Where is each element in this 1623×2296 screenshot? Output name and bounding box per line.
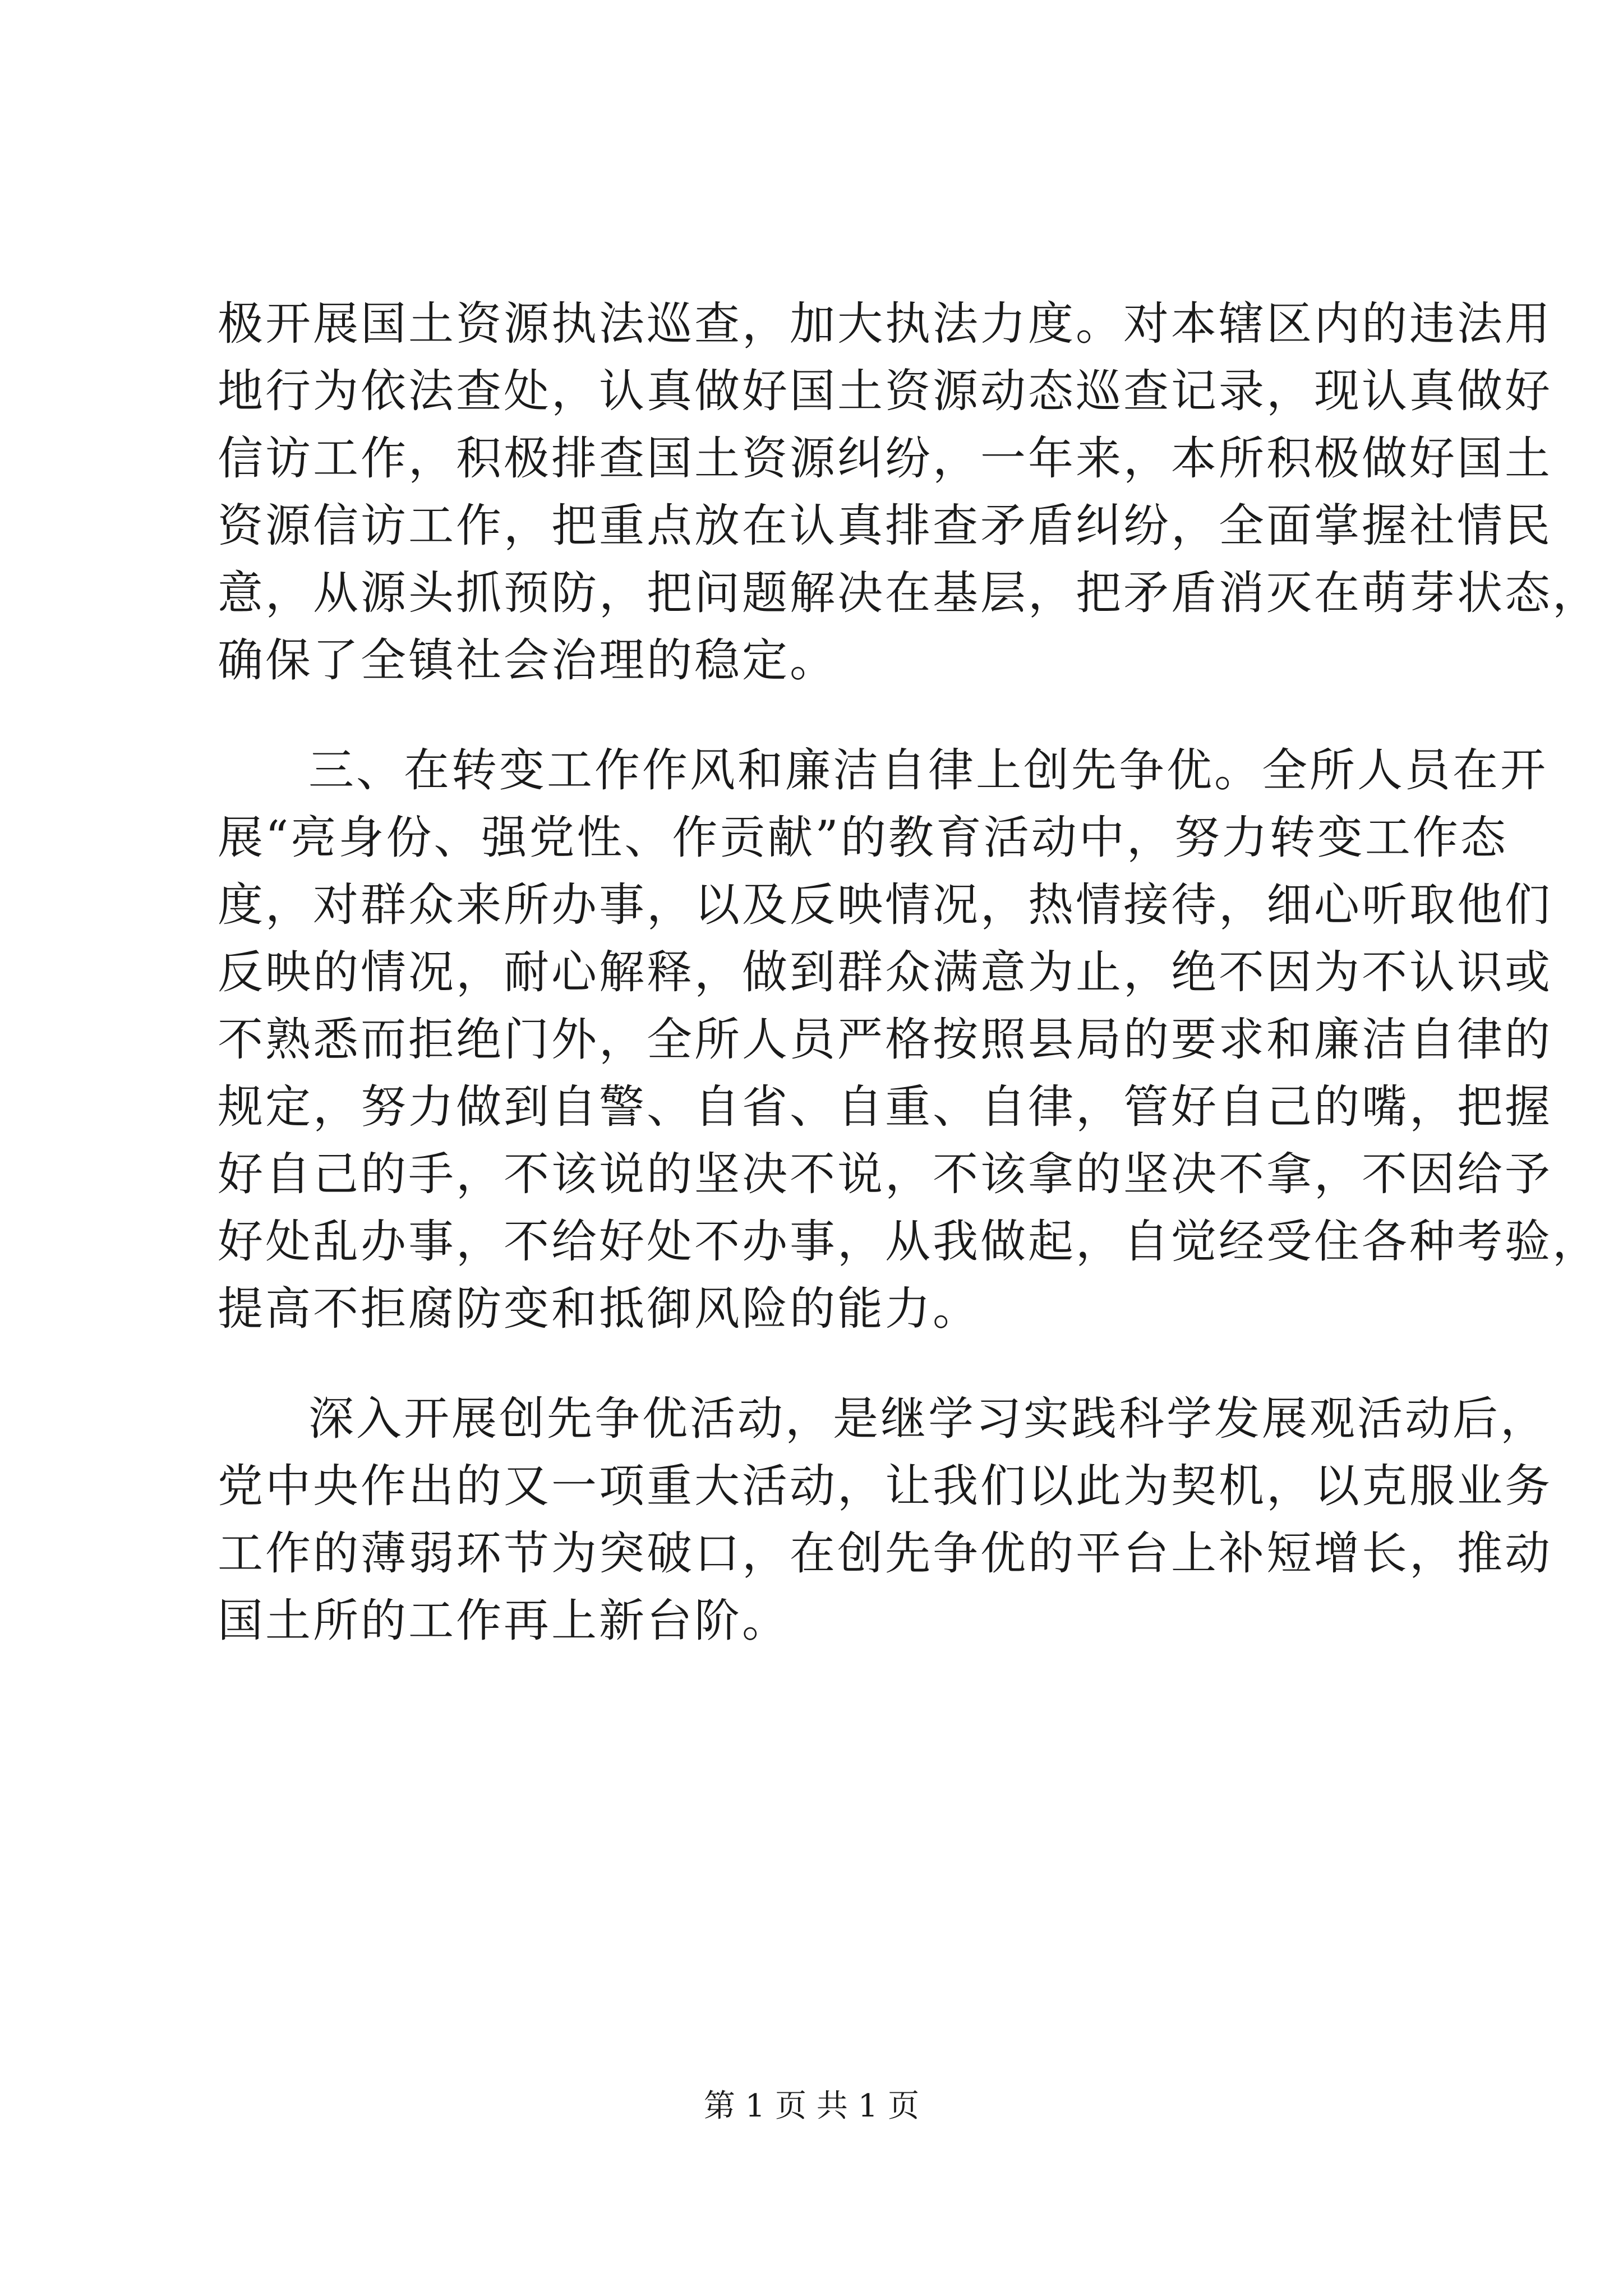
page-number-footer: 第 1 页 共 1 页: [703, 2088, 920, 2124]
text-line: 展“亮身份、强党性、作贡献”的教育活动中，努力转变工作态: [218, 812, 1508, 864]
text-line: 国土所的工作再上新台阶。: [218, 1595, 790, 1648]
text-line: 提高不拒腐防变和抵御风险的能力。: [218, 1283, 981, 1336]
text-line: 反映的情况，耐心解释，做到群众满意为止，绝不因为不认识或: [218, 946, 1553, 999]
text-line: 好自己的手，不该说的坚决不说，不该拿的坚决不拿，不因给予: [218, 1148, 1553, 1201]
text-line: 规定，努力做到自警、自省、自重、自律，管好自己的嘴，把握: [218, 1081, 1553, 1134]
paragraph-3: [218, 1386, 1553, 1655]
text-line: 党中央作出的又一项重大活动，让我们以此为契机，以克服业务: [218, 1460, 1553, 1513]
text-line: 资源信访工作，把重点放在认真排查矛盾纠纷，全面掌握社情民: [218, 500, 1553, 553]
text-line: 地行为依法查处，认真做好国土资源动态巡查记录，现认真做好: [218, 365, 1553, 418]
text-line: 信访工作，积极排查国土资源纠纷，一年来，本所积极做好国土: [218, 432, 1553, 485]
text-line: 极开展国土资源执法巡查，加大执法力度。对本辖区内的违法用: [218, 298, 1553, 351]
text-line: 三、在转变工作作风和廉洁自律上创先争优。全所人员在开: [308, 744, 1548, 797]
text-line: 深入开展创先争优活动，是继学习实践科学发展观活动后，: [308, 1393, 1548, 1446]
text-line: 确保了全镇社会治理的稳定。: [218, 634, 838, 687]
text-line: 意，从源头抓预防，把问题解决在基层，把矛盾消灭在萌芽状态，: [218, 567, 1601, 620]
document-body: [218, 291, 1601, 1655]
paragraph-2: [218, 737, 1601, 1343]
text-line: 不熟悉而拒绝门外，全所人员严格按照县局的要求和廉洁自律的: [218, 1014, 1553, 1066]
paragraph-1: [218, 291, 1601, 694]
text-line: 工作的薄弱环节为突破口，在创先争优的平台上补短增长，推动: [218, 1527, 1553, 1580]
text-line: 度，对群众来所办事，以及反映情况，热情接待，细心听取他们: [218, 879, 1553, 932]
text-line: 好处乱办事，不给好处不办事，从我做起，自觉经受住各种考验，: [218, 1216, 1601, 1268]
